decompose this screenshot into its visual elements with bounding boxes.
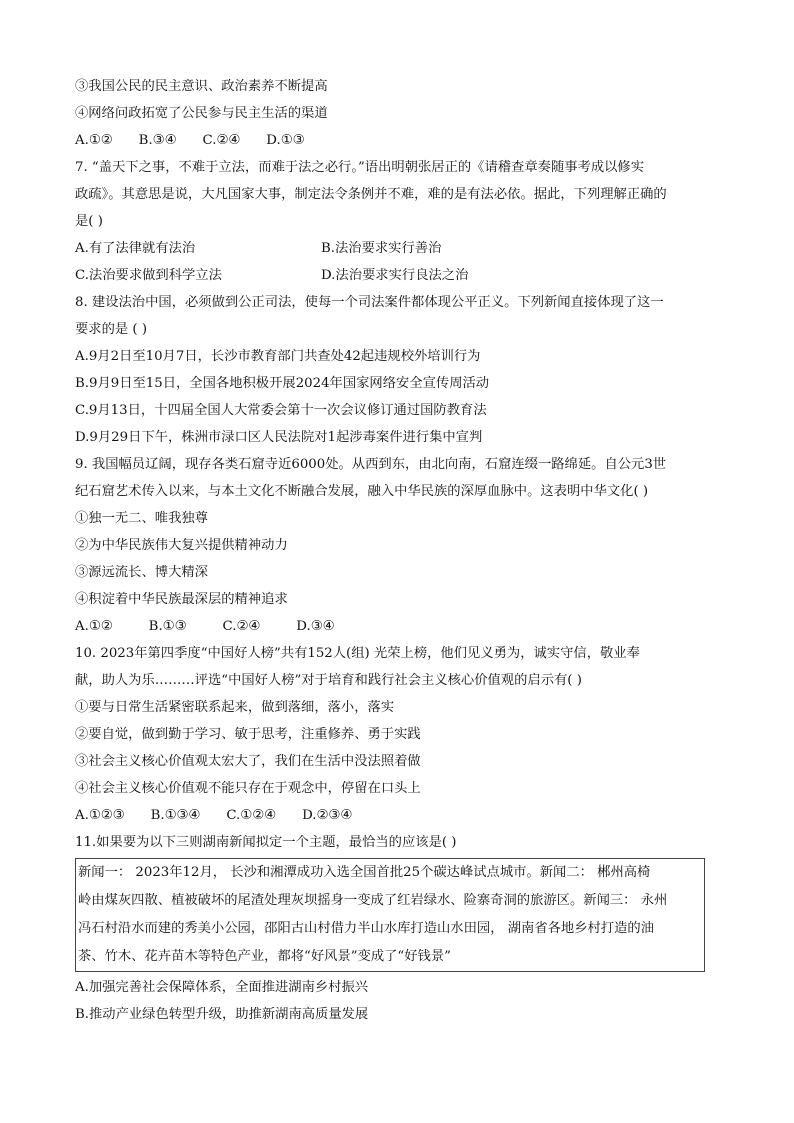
q10-statement-3: ③社会主义核心价值观太宏大了，我们在生活中没法照着做 <box>75 754 421 769</box>
option-d: D.法治要求实行良法之治 <box>321 268 469 283</box>
q10-stem-line-1: 10. 2023年第四季度“中国好人榜”共有152人(组) 光荣上榜，他们见义勇为，诚实守信，敬业奉 <box>75 646 640 661</box>
q8-option-c: C.9月13日，十四届全国人大常委会第十一次会议修订通过国防教育法 <box>75 403 487 418</box>
q8-stem-line-1: 8. 建设法治中国，必须做到公正司法，使每一个司法案件都体现公平正义。下列新闻直接体现了这一 <box>75 295 664 310</box>
option-c: C.①②④ <box>226 808 277 823</box>
q9-statement-4: ④积淀着中华民族最深层的精神追求 <box>75 592 288 607</box>
q8-option-d: D.9月29日下午，株洲市渌口区人民法院对1起涉毒案件进行集中宣判 <box>75 430 483 445</box>
option-a: A.①② <box>75 619 113 634</box>
option-a: A.有了法律就有法治 <box>75 241 196 256</box>
option-b: B.法治要求实行善治 <box>321 241 442 256</box>
q8-stem-line-2: 要求的是 ( ) <box>75 322 148 337</box>
q7-stem-line-2: 政疏》。其意思是说，大凡国家大事，制定法令条例并不难，难的是有法必依。据此，下列理解正确的 <box>75 187 667 202</box>
news-box-line-4: 茶、竹木、花卉苗木等特色产业，都将“好风景”变成了“好钱景” <box>78 949 451 964</box>
news-box <box>75 858 705 972</box>
q10-statement-4: ④社会主义核心价值观不能只存在于观念中，停留在口头上 <box>75 781 421 796</box>
option-d: D.①③ <box>266 133 305 148</box>
q7-options-cd <box>75 262 734 289</box>
option-d: D.③④ <box>296 619 335 634</box>
news-box-line-3: 冯石村沿水而建的秀美小公园，邵阳古山村借力半山水库打造山水田园， 湖南省各地乡村打造的油 <box>78 921 654 936</box>
q9-stem-line-1: 9. 我国幅员辽阔，现存各类石窟寺近6000处。从西到东，由北向南，石窟连缀一路绵延。自公元3世 <box>75 457 667 472</box>
q9-statement-2: ②为中华民族伟大复兴提供精神动力 <box>75 538 288 553</box>
q10-stem-line-2: 献，助人为乐………评选“中国好人榜”对于培育和践行社会主义核心价值观的启示有( ) <box>75 673 582 688</box>
q9-options <box>75 613 734 640</box>
q6-options <box>75 127 734 154</box>
option-c: C.②④ <box>222 619 261 634</box>
news-box-line-1: 新闻一： 2023年12月， 长沙和湘潭成功入选全国首批25个碳达峰试点城市。新闻二： 郴州高椅 <box>78 865 651 880</box>
q7-stem-line-1: 7. “盖天下之事，不难于立法，而难于法之必行。”语出明朝张居正的《请稽查章奏随事考成以修实 <box>75 160 645 175</box>
statement-3: ③我国公民的民主意识、政治素养不断提高 <box>75 79 328 94</box>
q8-option-a: A.9月2日至10月7日，长沙市教育部门共查处42起违规校外培训行为 <box>75 349 481 364</box>
option-b: B.③④ <box>138 133 177 148</box>
q10-options <box>75 802 734 829</box>
q9-stem-line-2: 纪石窟艺术传入以来，与本土文化不断融合发展，融入中华民族的深厚血脉中。这表明中华文化( ) <box>75 484 649 499</box>
q10-statement-2: ②要自觉，做到勤于学习、敏于思考，注重修养、勇于实践 <box>75 727 421 742</box>
q11-option-b: B.推动产业绿色转型升级，助推新湖南高质量发展 <box>75 1007 369 1022</box>
option-a: A.①② <box>75 133 113 148</box>
option-d: D.②③④ <box>302 808 353 823</box>
q7-stem-line-3: 是( ) <box>75 214 103 229</box>
option-a: A.①②③ <box>75 808 125 823</box>
q10-statement-1: ①要与日常生活紧密联系起来，做到落细，落小，落实 <box>75 700 395 715</box>
statement-4: ④网络问政拓宽了公民参与民主生活的渠道 <box>75 106 328 121</box>
q9-statement-3: ③源远流长、博大精深 <box>75 565 208 580</box>
q9-statement-1: ①独一无二、唯我独尊 <box>75 511 208 526</box>
q11-option-a: A.加强完善社会保障体系，全面推进湖南乡村振兴 <box>75 980 369 995</box>
q11-stem: 11.如果要为以下三则湖南新闻拟定一个主题，最恰当的应该是( ) <box>75 835 457 850</box>
option-b: B.①③ <box>148 619 187 634</box>
option-c: C.法治要求做到科学立法 <box>75 268 222 283</box>
option-b: B.①③④ <box>150 808 201 823</box>
news-box-line-2: 岭由煤灰四散、植被破坏的尾渣处理灰坝摇身一变成了红岩绿水、险寨奇洞的旅游区。新闻三： 永州 <box>78 893 668 908</box>
q7-options-ab <box>75 235 734 262</box>
q8-option-b: B.9月9日至15日，全国各地积极开展2024年国家网络安全宣传周活动 <box>75 376 490 391</box>
option-c: C.②④ <box>202 133 241 148</box>
